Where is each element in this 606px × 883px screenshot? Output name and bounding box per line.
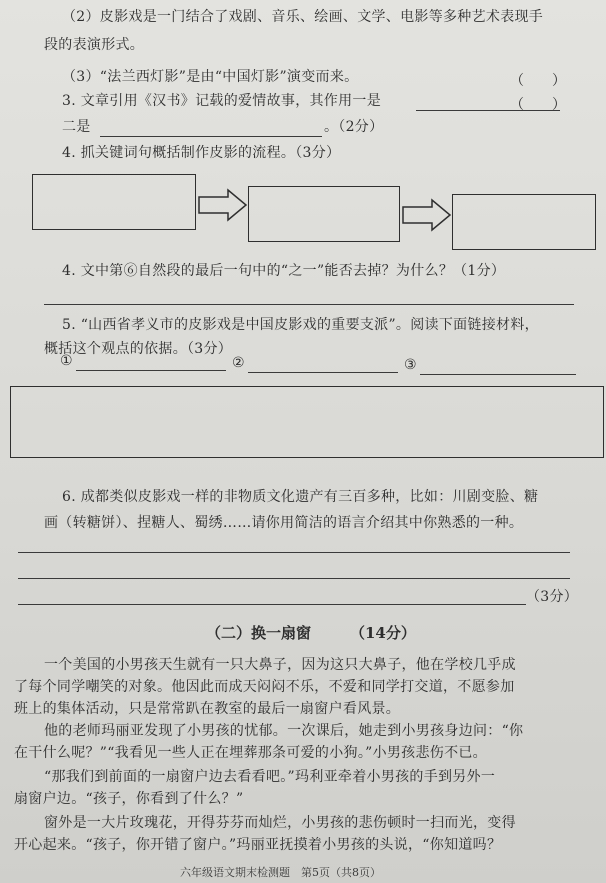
flow-box-1[interactable] (32, 174, 196, 230)
passage-line-7: 扇窗户边。“孩子，你看到了什么？” (14, 791, 244, 807)
q6-answer-line-2[interactable] (18, 578, 570, 579)
q4-question: 4. 抓关键词句概括制作皮影的流程。（3分） (62, 145, 341, 161)
flow-box-3[interactable] (452, 194, 596, 250)
passage-line-3: 班上的集体活动，只是常常趴在教室的最后一扇窗户看风景。 (14, 701, 401, 717)
q6-line2: 画（转糖饼）、捏糖人、蜀绣……请你用简洁的语言介绍其中你熟悉的一种。 (44, 515, 524, 531)
q4b-question: 4. 文中第⑥自然段的最后一句中的“之一”能否去掉？为什么？（1分） (62, 263, 506, 279)
section-score: （14分） (350, 624, 416, 642)
q5-mark-1: ① (60, 353, 73, 369)
q3-score: 。（2分） (324, 119, 384, 135)
section-title: （二）换一扇窗 (206, 624, 312, 642)
q6-answer-line-1[interactable] (18, 552, 570, 553)
q5-line2: 概括这个观点的依据。（3分） (44, 341, 233, 357)
q5-answer-line-2[interactable] (248, 372, 398, 373)
passage-line-5: 在干什么呢？”“我看见一些人正在埋葬那条可爱的小狗。”小男孩悲伤不已。 (14, 745, 487, 761)
passage-line-1: 一个美国的小男孩天生就有一只大鼻子，因为这只大鼻子，他在学校几乎成 (44, 657, 516, 673)
q3-line2-prefix: 二是 (62, 119, 91, 135)
q3-answer-paren[interactable]: （ ） (510, 97, 566, 113)
q5-mark-3: ③ (404, 357, 417, 373)
flow-arrow-2-icon (402, 198, 452, 232)
passage-line-8: 窗外是一大片玫瑰花，开得芬芬而灿烂，小男孩的悲伤顿时一扫而光，变得 (44, 815, 516, 831)
q3-statement: （3）“法兰西灯影”是由“中国灯影”演变而来。 (62, 69, 359, 85)
q2-answer-paren[interactable]: （ ） (510, 73, 566, 89)
q5-line1: 5. “山西省孝义市的皮影戏是中国皮影戏的重要支派”。阅读下面链接材料， (62, 317, 539, 333)
q2-line1: （2）皮影戏是一门结合了戏剧、音乐、绘画、文学、电影等多种艺术表现手 (62, 9, 544, 25)
q3-answer-line-1[interactable] (416, 110, 560, 111)
q3-question: 3. 文章引用《汉书》记载的爱情故事，其作用一是 (62, 93, 382, 109)
q5-mark-2: ② (232, 355, 245, 371)
q6-score: （3分） (526, 589, 579, 605)
passage-line-6: “那我们到前面的一扇窗户边去看看吧。”玛利亚牵着小男孩的手到另外一 (44, 769, 496, 785)
page-footer: 六年级语文期末检测题 第5页（共8页） (180, 866, 381, 879)
q2-line2: 段的表演形式。 (44, 37, 145, 53)
passage-line-2: 了每个同学嘲笑的对象。他因此而成天闷闷不乐，不爱和同学打交道，不愿参加 (14, 679, 515, 695)
q4b-answer-line[interactable] (44, 304, 574, 305)
q3-answer-line-2[interactable] (100, 136, 322, 137)
q5-material-box (10, 386, 604, 458)
passage-line-4: 他的老师玛丽亚发现了小男孩的忧郁。一次课后，她走到小男孩身边问：“你 (44, 723, 524, 739)
q5-answer-line-3[interactable] (420, 374, 576, 375)
flow-box-2[interactable] (248, 186, 400, 242)
passage-line-9: 开心起来。“孩子，你开错了窗户。”玛丽亚抚摸着小男孩的头说，“你知道吗？ (14, 837, 502, 853)
q5-answer-line-1[interactable] (76, 370, 226, 371)
q6-line1: 6. 成都类似皮影戏一样的非物质文化遗产有三百多种，比如：川剧变脸、糖 (62, 489, 539, 505)
q6-answer-line-3[interactable] (18, 604, 526, 605)
flow-arrow-1-icon (198, 188, 248, 222)
